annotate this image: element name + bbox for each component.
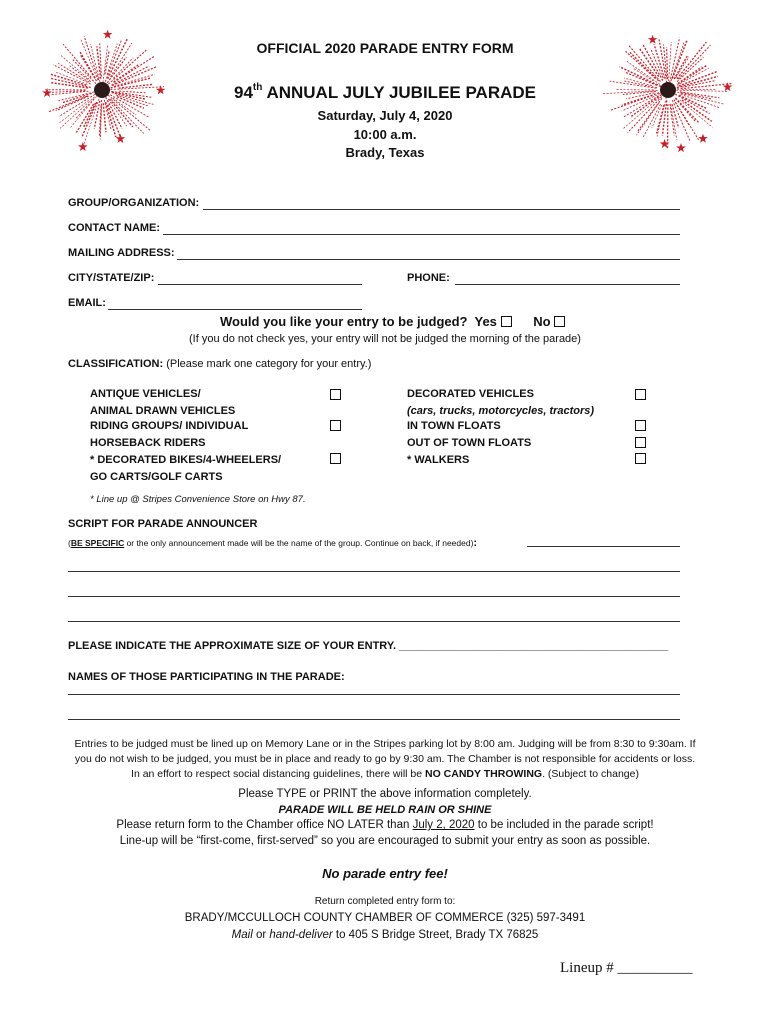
judged-question: Would you like your entry to be judged? Yes No — [220, 314, 565, 329]
class-left-1: ANTIQUE VEHICLES/ ANIMAL DRAWN VEHICLES — [90, 388, 236, 417]
form-title: OFFICIAL 2020 PARADE ENTRY FORM — [256, 40, 514, 56]
city-field[interactable] — [158, 284, 362, 285]
in-town-floats-checkbox[interactable] — [635, 420, 646, 431]
class-right-1: DECORATED VEHICLES (cars, trucks, motorcycles, tractors) — [407, 388, 595, 417]
group-field[interactable] — [203, 209, 680, 210]
judged-note: (If you do not check yes, your entry will not be judged the morning of the parade) — [189, 333, 581, 345]
antique-vehicles-checkbox[interactable] — [330, 389, 341, 400]
class-right-4: * WALKERS — [407, 454, 470, 466]
class-right-3: OUT OF TOWN FLOATS — [407, 437, 532, 449]
group-label: GROUP/ORGANIZATION: — [68, 197, 200, 209]
script-label: SCRIPT FOR PARADE ANNOUNCER — [68, 518, 258, 530]
script-line-4[interactable] — [68, 621, 680, 622]
decorated-bikes-checkbox[interactable] — [330, 453, 341, 464]
names-label: NAMES OF THOSE PARTICIPATING IN THE PARADE: — [68, 671, 345, 683]
city-label: CITY/STATE/ZIP: — [68, 272, 155, 284]
script-line-2[interactable] — [68, 571, 680, 572]
classification-heading: CLASSIFICATION: (Please mark one category for your entry.) — [68, 358, 372, 370]
no-checkbox[interactable] — [554, 316, 565, 327]
parade-time: 10:00 a.m. — [353, 127, 417, 142]
class-left-3: * DECORATED BIKES/4-WHEELERS/ GO CARTS/GOLF CARTS — [90, 454, 282, 483]
phone-label: PHONE: — [407, 272, 450, 284]
lineup-footnote: * Line up @ Stripes Convenience Store on Hwy 87. — [90, 494, 306, 505]
names-line-1[interactable] — [68, 694, 680, 695]
size-label: PLEASE INDICATE THE APPROXIMATE SIZE OF YOUR ENTRY. ____________________________________________ — [68, 640, 669, 652]
class-left-2: RIDING GROUPS/ INDIVIDUAL HORSEBACK RIDERS — [90, 420, 249, 449]
parade-place: Brady, Texas — [345, 145, 425, 160]
yes-checkbox[interactable] — [501, 316, 512, 327]
email-field[interactable] — [108, 309, 362, 310]
phone-field[interactable] — [455, 284, 680, 285]
names-line-2[interactable] — [68, 719, 680, 720]
walkers-checkbox[interactable] — [635, 453, 646, 464]
script-line-1[interactable] — [527, 546, 680, 547]
return-info: Return completed entry form to: BRADY/MCCULLOCH COUNTY CHAMBER OF COMMERCE (325) 597-3491 Mail or hand-deliver to 405 S Bridge Street, Brady TX 76825 — [184, 896, 586, 941]
email-label: EMAIL: — [68, 297, 106, 309]
rules-paragraph: Entries to be judged must be lined up on Memory Lane or in the Stripes parking lot by 8:00 am. Judging will be from 8:30 to 9:30am. If you do not wish to be judged, you must be in place and ready to go by 9:30 am. The Chamber is not responsible for accidents or loss. In an effort to respect social distancing guidelines, there will be NO CANDY THROWING. (Subject to change) — [74, 738, 696, 780]
instructions: Please TYPE or PRINT the above information completely. PARADE WILL BE HELD RAIN OR SHINE Please return form to the Chamber office NO LATER than July 2, 2020 to be included in the parade script! Line-up will be “first-come, first-served” so you are encouraged to submit your entry as soon as possible. — [116, 788, 654, 847]
lineup-number: Lineup # __________ — [560, 960, 693, 976]
mailing-field[interactable] — [177, 259, 680, 260]
parade-title: 94th ANNUAL JULY JUBILEE PARADE — [233, 82, 536, 102]
decorated-vehicles-checkbox[interactable] — [635, 389, 646, 400]
class-right-2: IN TOWN FLOATS — [407, 420, 501, 432]
out-of-town-floats-checkbox[interactable] — [635, 437, 646, 448]
parade-date: Saturday, July 4, 2020 — [317, 108, 453, 123]
riding-groups-checkbox[interactable] — [330, 420, 341, 431]
script-note: (BE SPECIFIC or the only announcement made will be the name of the group. Continue on back, if needed): — [68, 537, 478, 549]
no-fee-text: No parade entry fee! — [322, 866, 448, 881]
contact-field[interactable] — [163, 234, 680, 235]
mailing-label: MAILING ADDRESS: — [68, 247, 175, 259]
script-line-3[interactable] — [68, 596, 680, 597]
contact-label: CONTACT NAME: — [68, 222, 161, 234]
